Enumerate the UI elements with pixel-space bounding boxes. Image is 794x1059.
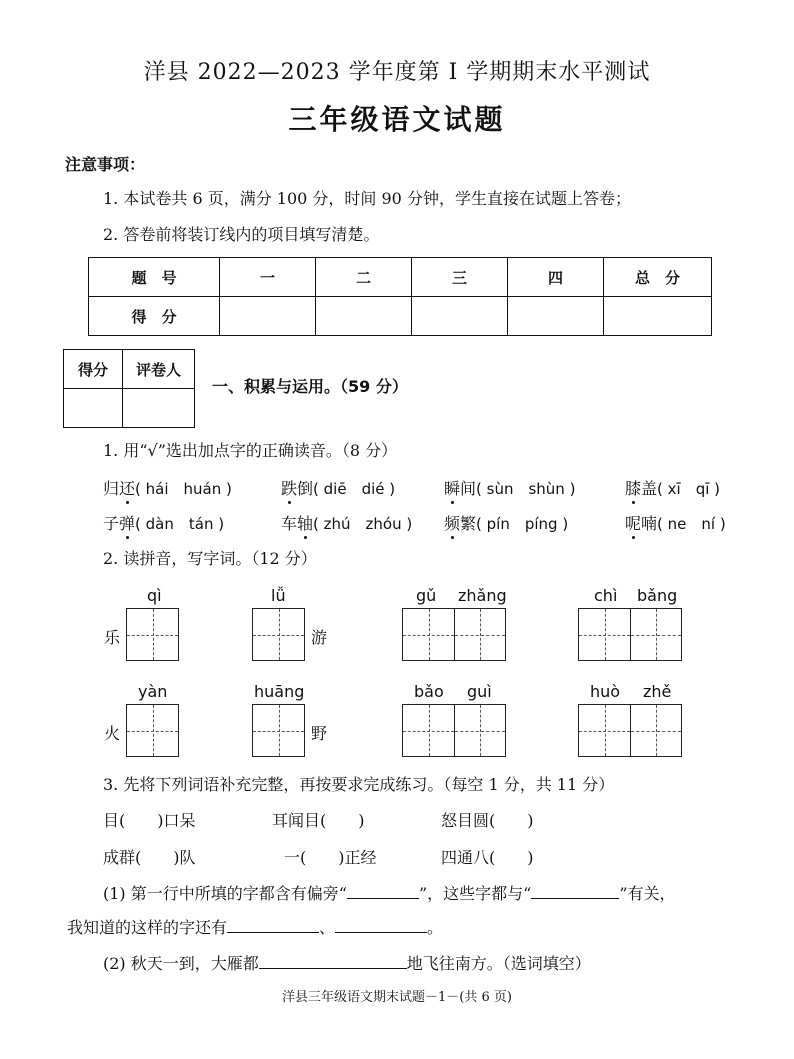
dotted-char: 轴	[297, 514, 314, 533]
answer-blank[interactable]	[531, 884, 619, 899]
score-header-cell: 二	[316, 258, 412, 297]
score-header-cell: 四	[508, 258, 604, 297]
writing-grid[interactable]	[126, 704, 179, 757]
reading-item: 频繁( pín píng )	[444, 514, 569, 533]
question-3-sub-1-cont: 我知道的这样的字还有 、 。	[67, 918, 444, 937]
page-footer: 洋县三年级语文期末试题－1－(共 6 页)	[282, 990, 512, 1005]
pinyin-label: zhǎng	[458, 586, 507, 605]
word-char: 游	[311, 628, 328, 647]
answer-blank[interactable]	[227, 918, 319, 933]
pinyin-options[interactable]: ( pín píng )	[476, 515, 569, 533]
answer-blank[interactable]	[335, 918, 427, 933]
question-3-sub-2: (2) 秋天一到，大雁都 地飞往南方。（选词填空）	[103, 954, 591, 973]
score-table-score-row	[89, 297, 712, 336]
reading-item: 子弹( dàn tán )	[103, 514, 225, 533]
reading-item: 跌倒( diē dié )	[281, 479, 396, 498]
dotted-char: 跌	[281, 479, 298, 498]
grader-name-entry[interactable]	[123, 389, 195, 428]
writing-grid[interactable]	[252, 704, 305, 757]
idiom-blank[interactable]: 耳闻目( )	[272, 811, 365, 830]
answer-blank[interactable]	[347, 884, 419, 899]
idiom-blank[interactable]: 一( )正经	[284, 848, 377, 867]
idiom-blank[interactable]: 成群( )队	[103, 848, 196, 867]
idiom-blank[interactable]: 四通八( )	[441, 848, 534, 867]
score-entry-cell[interactable]	[316, 297, 412, 336]
pinyin-label: gǔ	[416, 586, 437, 605]
notice-item-2: 2. 答卷前将装订线内的项目填写清楚。	[103, 225, 380, 244]
pinyin-options[interactable]: ( hái huán )	[135, 480, 232, 498]
reading-item: 车轴( zhú zhóu )	[281, 514, 413, 533]
score-entry-cell[interactable]	[220, 297, 316, 336]
pinyin-options[interactable]: ( diē dié )	[313, 480, 396, 498]
writing-grid[interactable]	[578, 608, 682, 661]
writing-grid[interactable]	[126, 608, 179, 661]
dotted-char: 弹	[119, 514, 136, 533]
score-header-cell: 一	[220, 258, 316, 297]
grader-table	[63, 349, 195, 428]
pinyin-label: qì	[147, 586, 162, 605]
pinyin-options[interactable]: ( ne ní )	[657, 515, 726, 533]
writing-grid[interactable]	[402, 608, 506, 661]
score-header-cell: 题 号	[89, 258, 220, 297]
exam-header-title: 洋县 2022—2023 学年度第 Ⅰ 学期期末水平测试	[143, 60, 651, 85]
pinyin-options[interactable]: ( xī qī )	[657, 480, 721, 498]
score-row-label: 得 分	[89, 297, 220, 336]
writing-grid[interactable]	[578, 704, 682, 757]
pinyin-options[interactable]: ( sùn shùn )	[476, 480, 576, 498]
pinyin-label: huò	[590, 682, 621, 701]
notice-item-1: 1. 本试卷共 6 页，满分 100 分，时间 90 分钟，学生直接在试题上答卷；	[103, 189, 631, 208]
pinyin-label: chì	[594, 586, 618, 605]
idiom-blank[interactable]: 目( )口呆	[103, 811, 196, 830]
exam-subject-title: 三年级语文试题	[288, 103, 506, 136]
pinyin-label: zhě	[643, 682, 672, 701]
grader-score-entry[interactable]	[64, 389, 123, 428]
question-2-prompt: 2. 读拼音，写字词。（12 分）	[103, 549, 317, 568]
pinyin-label: huāng	[254, 682, 305, 701]
score-table-header-row	[89, 258, 712, 297]
answer-blank[interactable]	[259, 954, 407, 969]
section-1-title: 一、积累与运用。（59 分）	[212, 377, 408, 396]
notice-heading: 注意事项：	[65, 155, 146, 174]
reading-item: 膝盖( xī qī )	[625, 479, 721, 498]
writing-grid[interactable]	[402, 704, 506, 757]
question-1-prompt: 1. 用“√”选出加点字的正确读音。（8 分）	[103, 441, 398, 460]
question-3-sub-1: (1) 第一行中所填的字都含有偏旁“ ”，这些字都与“ ”有关，	[103, 884, 676, 903]
reading-item: 瞬间( sùn shùn )	[444, 479, 576, 498]
question-3-prompt: 3. 先将下列词语补充完整，再按要求完成练习。（每空 1 分，共 11 分）	[103, 775, 615, 794]
score-entry-cell[interactable]	[604, 297, 712, 336]
pinyin-label: guì	[467, 682, 492, 701]
grader-score-label: 得分	[64, 350, 123, 389]
writing-grid[interactable]	[252, 608, 305, 661]
pinyin-label: yàn	[138, 682, 168, 701]
dotted-char: 还	[119, 479, 136, 498]
dotted-char: 呢	[625, 514, 642, 533]
word-char: 火	[104, 724, 121, 743]
idiom-blank[interactable]: 怒目圆( )	[441, 811, 534, 830]
score-header-cell: 总 分	[604, 258, 712, 297]
pinyin-label: bǎng	[637, 586, 678, 605]
word-char: 野	[311, 724, 328, 743]
reading-item: 呢喃( ne ní )	[625, 514, 726, 533]
pinyin-options[interactable]: ( dàn tán )	[135, 515, 225, 533]
score-entry-cell[interactable]	[508, 297, 604, 336]
grader-name-label: 评卷人	[123, 350, 195, 389]
pinyin-options[interactable]: ( zhú zhóu )	[313, 515, 413, 533]
score-entry-cell[interactable]	[412, 297, 508, 336]
dotted-char: 频	[444, 514, 461, 533]
score-table	[88, 257, 712, 336]
dotted-char: 瞬	[444, 479, 461, 498]
reading-item: 归还( hái huán )	[103, 479, 232, 498]
pinyin-label: lǚ	[271, 586, 286, 605]
dotted-char: 膝	[625, 479, 642, 498]
score-header-cell: 三	[412, 258, 508, 297]
word-char: 乐	[104, 628, 121, 647]
pinyin-label: bǎo	[414, 682, 444, 701]
